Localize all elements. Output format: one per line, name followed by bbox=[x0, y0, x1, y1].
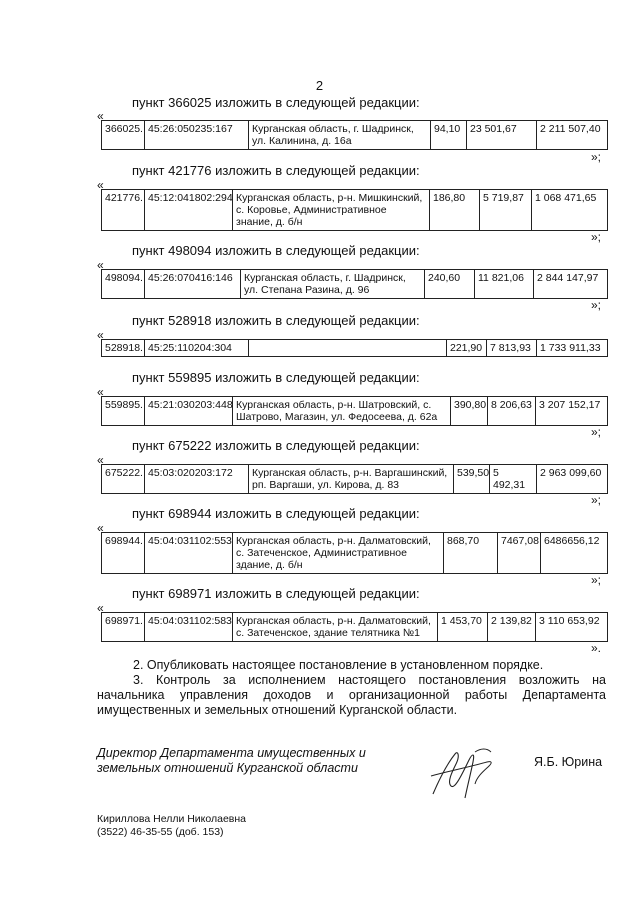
cell-area: 868,70 bbox=[444, 533, 498, 574]
cell-rate: 2 139,82 bbox=[488, 613, 536, 642]
cell-value: 2 963 099,60 bbox=[537, 465, 608, 494]
cell-cadastral: 45:04:031102:583 bbox=[145, 613, 233, 642]
close-quote: »; bbox=[591, 425, 602, 439]
open-quote: « bbox=[97, 601, 104, 615]
cell-number: 498094. bbox=[102, 270, 145, 299]
cell-address: Курганская область, г. Шадринск, ул. Калинина, д. 16а bbox=[249, 121, 431, 150]
cell-cadastral: 45:26:050235:167 bbox=[145, 121, 249, 150]
entry-table bbox=[101, 120, 608, 150]
cell-number: 675222. bbox=[102, 465, 145, 494]
cell-value: 2 844 147,97 bbox=[534, 270, 608, 299]
cell-rate: 7467,08 bbox=[498, 533, 541, 574]
cell-cadastral: 45:25:110204:304 bbox=[145, 340, 249, 357]
cell-value: 1 068 471,65 bbox=[532, 190, 608, 231]
close-quote: »; bbox=[591, 230, 602, 244]
executor-name: Кириллова Нелли Николаевна bbox=[97, 813, 247, 825]
paragraph-control: 3. Контроль за исполнением настоящего постановления возложить на начальника управления доходов и организационной работы Департамента имущественных и земельных отношений Курганской области. bbox=[97, 673, 606, 717]
cell-cadastral: 45:03:020203:172 bbox=[145, 465, 249, 494]
entry-table bbox=[101, 612, 608, 642]
cell-area: 94,10 bbox=[431, 121, 467, 150]
executor-phone: (3522) 46-35-55 (доб. 153) bbox=[97, 826, 224, 838]
cell-number: 528918. bbox=[102, 340, 145, 357]
table-row bbox=[102, 121, 608, 150]
cell-number: 559895. bbox=[102, 397, 145, 426]
cell-rate: 8 206,63 bbox=[488, 397, 536, 426]
open-quote: « bbox=[97, 258, 104, 272]
cell-area: 1 453,70 bbox=[438, 613, 488, 642]
close-quote: »; bbox=[591, 493, 602, 507]
cell-rate: 5 492,31 bbox=[490, 465, 537, 494]
handwritten-signature bbox=[425, 742, 505, 802]
signatory-name: Я.Б. Юрина bbox=[534, 755, 603, 769]
entry-heading: пункт 675222 изложить в следующей редакции: bbox=[132, 438, 420, 453]
open-quote: « bbox=[97, 178, 104, 192]
open-quote: « bbox=[97, 385, 104, 399]
entry-heading: пункт 698971 изложить в следующей редакции: bbox=[132, 586, 420, 601]
cell-area: 221,90 bbox=[447, 340, 487, 357]
cell-number: 421776. bbox=[102, 190, 145, 231]
signatory-title-line1: Директор Департамента имущественных и bbox=[97, 746, 366, 760]
cell-area: 390,80 bbox=[451, 397, 488, 426]
entry-heading: пункт 421776 изложить в следующей редакции: bbox=[132, 163, 420, 178]
close-quote: »; bbox=[591, 573, 602, 587]
cell-address bbox=[249, 340, 447, 357]
page-number: 2 bbox=[315, 78, 324, 93]
entry-heading: пункт 366025 изложить в следующей редакции: bbox=[132, 95, 420, 110]
open-quote: « bbox=[97, 521, 104, 535]
table-row bbox=[102, 533, 608, 574]
paragraph-publish: 2. Опубликовать настоящее постановление в установленном порядке. bbox=[133, 658, 544, 672]
cell-area: 539,50 bbox=[454, 465, 490, 494]
cell-rate: 5 719,87 bbox=[480, 190, 532, 231]
cell-value: 2 211 507,40 bbox=[537, 121, 608, 150]
cell-cadastral: 45:04:031102:553 bbox=[145, 533, 233, 574]
cell-area: 240,60 bbox=[425, 270, 475, 299]
entry-table bbox=[101, 464, 608, 494]
cell-value: 3 207 152,17 bbox=[536, 397, 608, 426]
table-row bbox=[102, 270, 608, 299]
entry-table bbox=[101, 339, 608, 357]
entry-table bbox=[101, 396, 608, 426]
cell-address: Курганская область, р-н. Варгашинский, рп. Варгаши, ул. Кирова, д. 83 bbox=[249, 465, 454, 494]
cell-rate: 7 813,93 bbox=[487, 340, 537, 357]
cell-cadastral: 45:12:041802:294 bbox=[145, 190, 233, 231]
entry-heading: пункт 698944 изложить в следующей редакции: bbox=[132, 506, 420, 521]
cell-rate: 23 501,67 bbox=[467, 121, 537, 150]
cell-address: Курганская область, р-н. Далматовский, с. Затеченское, здание телятника №1 bbox=[233, 613, 438, 642]
cell-value: 6486656,12 bbox=[541, 533, 608, 574]
entry-table bbox=[101, 532, 608, 574]
cell-number: 698944. bbox=[102, 533, 145, 574]
open-quote: « bbox=[97, 109, 104, 123]
cell-address: Курганская область, р-н. Шатровский, с. Шатрово, Магазин, ул. Федосеева, д. 62а bbox=[233, 397, 451, 426]
entry-table bbox=[101, 189, 608, 231]
open-quote: « bbox=[97, 453, 104, 467]
cell-address: Курганская область, р-н. Мишкинский, с. Коровье, Административное знание, д. б/н bbox=[233, 190, 430, 231]
open-quote: « bbox=[97, 328, 104, 342]
cell-value: 3 110 653,92 bbox=[536, 613, 608, 642]
cell-number: 366025. bbox=[102, 121, 145, 150]
cell-rate: 11 821,06 bbox=[475, 270, 534, 299]
cell-value: 1 733 911,33 bbox=[537, 340, 608, 357]
entry-heading: пункт 559895 изложить в следующей редакции: bbox=[132, 370, 420, 385]
close-quote: »; bbox=[591, 298, 602, 312]
table-row bbox=[102, 613, 608, 642]
entry-table bbox=[101, 269, 608, 299]
executor-info bbox=[97, 813, 246, 839]
cell-number: 698971. bbox=[102, 613, 145, 642]
cell-cadastral: 45:21:030203:448 bbox=[145, 397, 233, 426]
entry-heading: пункт 498094 изложить в следующей редакции: bbox=[132, 243, 420, 258]
close-quote: »; bbox=[591, 150, 602, 164]
table-row bbox=[102, 397, 608, 426]
table-row bbox=[102, 465, 608, 494]
entry-heading: пункт 528918 изложить в следующей редакции: bbox=[132, 313, 420, 328]
table-row bbox=[102, 340, 608, 357]
cell-address: Курганская область, р-н. Далматовский, с. Затеченское, Административное здание, д. б/н bbox=[233, 533, 444, 574]
signatory-title-line2: земельных отношений Курганской области bbox=[97, 761, 358, 775]
close-quote: ». bbox=[591, 641, 602, 655]
cell-cadastral: 45:26:070416:146 bbox=[145, 270, 241, 299]
signatory-title bbox=[97, 746, 366, 776]
cell-address: Курганская область, г. Шадринск, ул. Степана Разина, д. 96 bbox=[241, 270, 425, 299]
cell-area: 186,80 bbox=[430, 190, 480, 231]
table-row bbox=[102, 190, 608, 231]
